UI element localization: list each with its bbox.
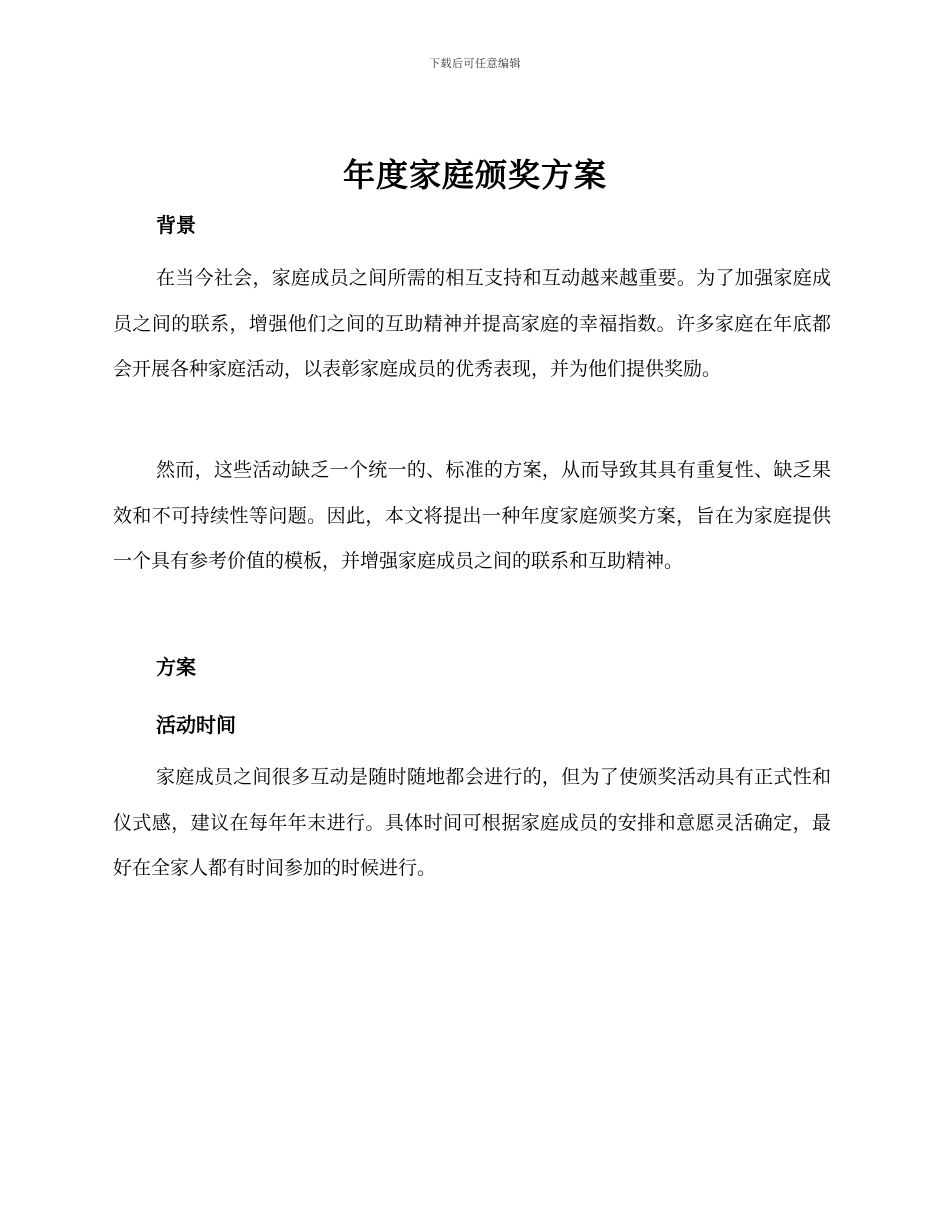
section-heading-activity-time: 活动时间 [156, 713, 236, 737]
document-title: 年度家庭颁奖方案 [342, 156, 607, 194]
section-heading-background: 背景 [156, 213, 196, 237]
paragraph-activity-time: 家庭成员之间很多互动是随时随地都会进行的，但为了使颁奖活动具有正式性和仪式感，建议在每年年末进行。具体时间可根据家庭成员的安排和意愿灵活确定，最好在全家人都有时间参加的时候进行。 [113, 766, 831, 879]
section-heading-plan: 方案 [156, 655, 196, 679]
header-note: 下载后可任意编辑 [429, 57, 521, 70]
paragraph-background-2: 然而，这些活动缺乏一个统一的、标准的方案，从而导致其具有重复性、缺乏果效和不可持续性等问题。因此，本文将提出一种年度家庭颁奖方案，旨在为家庭提供一个具有参考价值的模板，并增强家庭成员之间的联系和互助精神。 [113, 459, 831, 572]
paragraph-background-1: 在当今社会，家庭成员之间所需的相互支持和互动越来越重要。为了加强家庭成员之间的联系，增强他们之间的互助精神并提高家庭的幸福指数。许多家庭在年底都会开展各种家庭活动，以表彰家庭成员的优秀表现，并为他们提供奖励。 [113, 267, 831, 380]
